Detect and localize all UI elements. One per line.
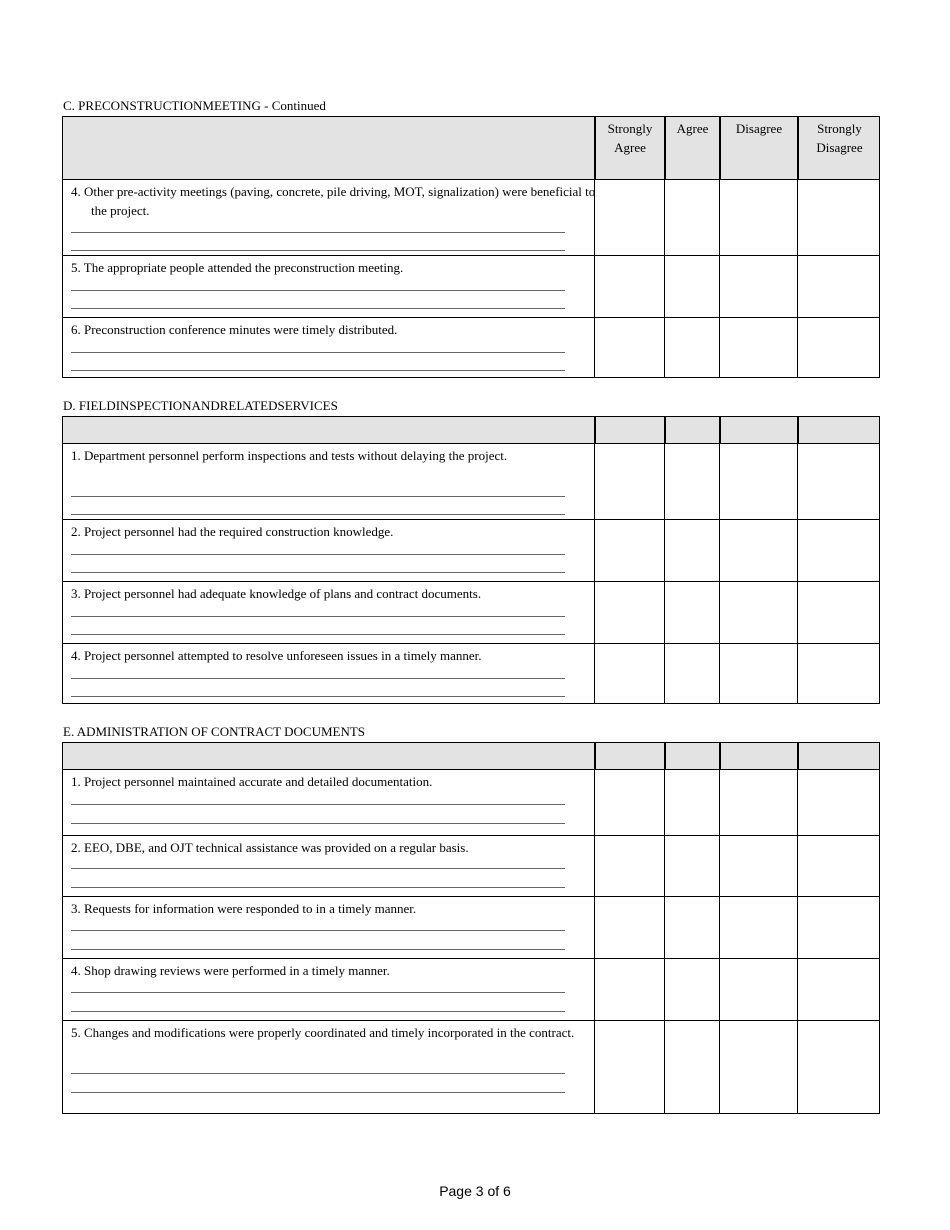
question-text: 4. Other pre-activity meetings (paving, concrete, pile driving, MOT, signalization) were beneficial to the project. (71, 184, 596, 218)
question-row (63, 443, 879, 519)
comment-line[interactable] (71, 930, 565, 931)
header-label: Agree (676, 121, 709, 136)
rating-strongly-agree[interactable] (594, 318, 664, 377)
comment-line[interactable] (71, 678, 565, 679)
rating-strongly-agree[interactable] (594, 180, 664, 255)
rating-agree[interactable] (664, 318, 719, 377)
question-row (63, 519, 879, 581)
rating-strongly-agree[interactable] (594, 770, 664, 835)
comment-line[interactable] (71, 250, 565, 251)
rating-agree[interactable] (664, 770, 719, 835)
section-c-table (62, 116, 880, 378)
header-strongly-agree (594, 117, 664, 179)
header-question-cell (63, 743, 594, 769)
rating-disagree[interactable] (719, 770, 797, 835)
comment-line[interactable] (71, 1073, 565, 1074)
rating-strongly-disagree[interactable] (797, 770, 880, 835)
rating-strongly-disagree[interactable] (797, 1021, 880, 1113)
comment-line[interactable] (71, 992, 565, 993)
comment-line[interactable] (71, 634, 565, 635)
rating-disagree[interactable] (719, 256, 797, 317)
rating-agree[interactable] (664, 520, 719, 581)
comment-line[interactable] (71, 514, 565, 515)
section-d-title: D. FIELDINSPECTIONANDRELATEDSERVICES (63, 398, 338, 413)
header-strongly-agree (594, 743, 664, 769)
comment-line[interactable] (71, 887, 565, 888)
rating-strongly-disagree[interactable] (797, 318, 880, 377)
comment-line[interactable] (71, 232, 565, 233)
question-row (63, 643, 879, 703)
question-text: 5. Changes and modifications were properly coordinated and timely incorporated in the contract. (71, 1025, 575, 1040)
question-text: 3. Requests for information were responded to in a timely manner. (71, 901, 417, 916)
header-disagree (719, 117, 797, 179)
rating-strongly-agree[interactable] (594, 520, 664, 581)
question-text: 2. EEO, DBE, and OJT technical assistance was provided on a regular basis. (71, 840, 469, 855)
header-question-cell (63, 117, 594, 179)
rating-disagree[interactable] (719, 520, 797, 581)
question-row (63, 769, 879, 835)
rating-strongly-disagree[interactable] (797, 959, 880, 1020)
comment-line[interactable] (71, 1011, 565, 1012)
comment-line[interactable] (71, 290, 565, 291)
question-text: 1. Project personnel maintained accurate and detailed documentation. (71, 774, 433, 789)
rating-agree[interactable] (664, 180, 719, 255)
header-label: Strongly Agree (607, 121, 653, 155)
rating-strongly-agree[interactable] (594, 256, 664, 317)
rating-agree[interactable] (664, 959, 719, 1020)
question-row (63, 896, 879, 958)
rating-strongly-disagree[interactable] (797, 520, 880, 581)
header-row (63, 117, 879, 179)
rating-disagree[interactable] (719, 1021, 797, 1113)
question-row (63, 835, 879, 896)
rating-disagree[interactable] (719, 836, 797, 896)
question-row (63, 255, 879, 317)
comment-line[interactable] (71, 804, 565, 805)
header-label: Strongly Disagree (816, 121, 863, 155)
comment-line[interactable] (71, 370, 565, 371)
rating-agree[interactable] (664, 644, 719, 703)
rating-strongly-agree[interactable] (594, 897, 664, 958)
rating-agree[interactable] (664, 582, 719, 643)
rating-disagree[interactable] (719, 959, 797, 1020)
header-agree (664, 743, 719, 769)
rating-strongly-agree[interactable] (594, 582, 664, 643)
comment-line[interactable] (71, 554, 565, 555)
header-row (63, 417, 879, 443)
rating-disagree[interactable] (719, 897, 797, 958)
question-text: 4. Shop drawing reviews were performed in a timely manner. (71, 963, 390, 978)
comment-line[interactable] (71, 1092, 565, 1093)
comment-line[interactable] (71, 496, 565, 497)
rating-strongly-disagree[interactable] (797, 256, 880, 317)
comment-line[interactable] (71, 572, 565, 573)
rating-agree[interactable] (664, 1021, 719, 1113)
header-label: Disagree (735, 121, 783, 136)
rating-agree[interactable] (664, 836, 719, 896)
rating-strongly-disagree[interactable] (797, 836, 880, 896)
header-disagree (719, 417, 797, 443)
rating-disagree[interactable] (719, 318, 797, 377)
section-d-table (62, 416, 880, 704)
rating-strongly-disagree[interactable] (797, 644, 880, 703)
header-strongly-disagree (797, 117, 880, 179)
section-e-title: E. ADMINISTRATION OF CONTRACT DOCUMENTS (63, 724, 366, 739)
rating-strongly-agree[interactable] (594, 644, 664, 703)
rating-disagree[interactable] (719, 180, 797, 255)
question-row (63, 958, 879, 1020)
rating-disagree[interactable] (719, 582, 797, 643)
rating-agree[interactable] (664, 256, 719, 317)
question-row (63, 317, 879, 377)
header-strongly-disagree (797, 417, 880, 443)
question-text: 3. Project personnel had adequate knowledge of plans and contract documents. (71, 586, 482, 601)
rating-strongly-disagree[interactable] (797, 180, 880, 255)
header-row (63, 743, 879, 769)
rating-strongly-disagree[interactable] (797, 897, 880, 958)
comment-line[interactable] (71, 352, 565, 353)
comment-line[interactable] (71, 308, 565, 309)
question-text: 1. Department personnel perform inspections and tests without delaying the project. (71, 448, 508, 463)
rating-disagree[interactable] (719, 444, 797, 519)
header-question-cell (63, 417, 594, 443)
comment-line[interactable] (71, 868, 565, 869)
rating-strongly-agree[interactable] (594, 959, 664, 1020)
question-text: 6. Preconstruction conference minutes were timely distributed. (71, 322, 398, 337)
question-text: 2. Project personnel had the required construction knowledge. (71, 524, 394, 539)
section-e-table (62, 742, 880, 1114)
rating-strongly-disagree[interactable] (797, 444, 880, 519)
question-text: 4. Project personnel attempted to resolve unforeseen issues in a timely manner. (71, 648, 482, 663)
header-strongly-disagree (797, 743, 880, 769)
section-c-title: C. PRECONSTRUCTIONMEETING - Continued (63, 98, 326, 113)
header-agree (664, 417, 719, 443)
comment-line[interactable] (71, 696, 565, 697)
comment-line[interactable] (71, 616, 565, 617)
question-row (63, 1020, 879, 1113)
question-text: 5. The appropriate people attended the preconstruction meeting. (71, 260, 404, 275)
header-strongly-agree (594, 417, 664, 443)
comment-line[interactable] (71, 949, 565, 950)
page-number: Page 3 of 6 (439, 1183, 511, 1199)
rating-strongly-agree[interactable] (594, 836, 664, 896)
question-row (63, 581, 879, 643)
rating-agree[interactable] (664, 444, 719, 519)
comment-line[interactable] (71, 823, 565, 824)
rating-strongly-agree[interactable] (594, 1021, 664, 1113)
rating-strongly-agree[interactable] (594, 444, 664, 519)
rating-strongly-disagree[interactable] (797, 582, 880, 643)
header-agree (664, 117, 719, 179)
rating-agree[interactable] (664, 897, 719, 958)
header-disagree (719, 743, 797, 769)
rating-disagree[interactable] (719, 644, 797, 703)
question-row (63, 179, 879, 255)
